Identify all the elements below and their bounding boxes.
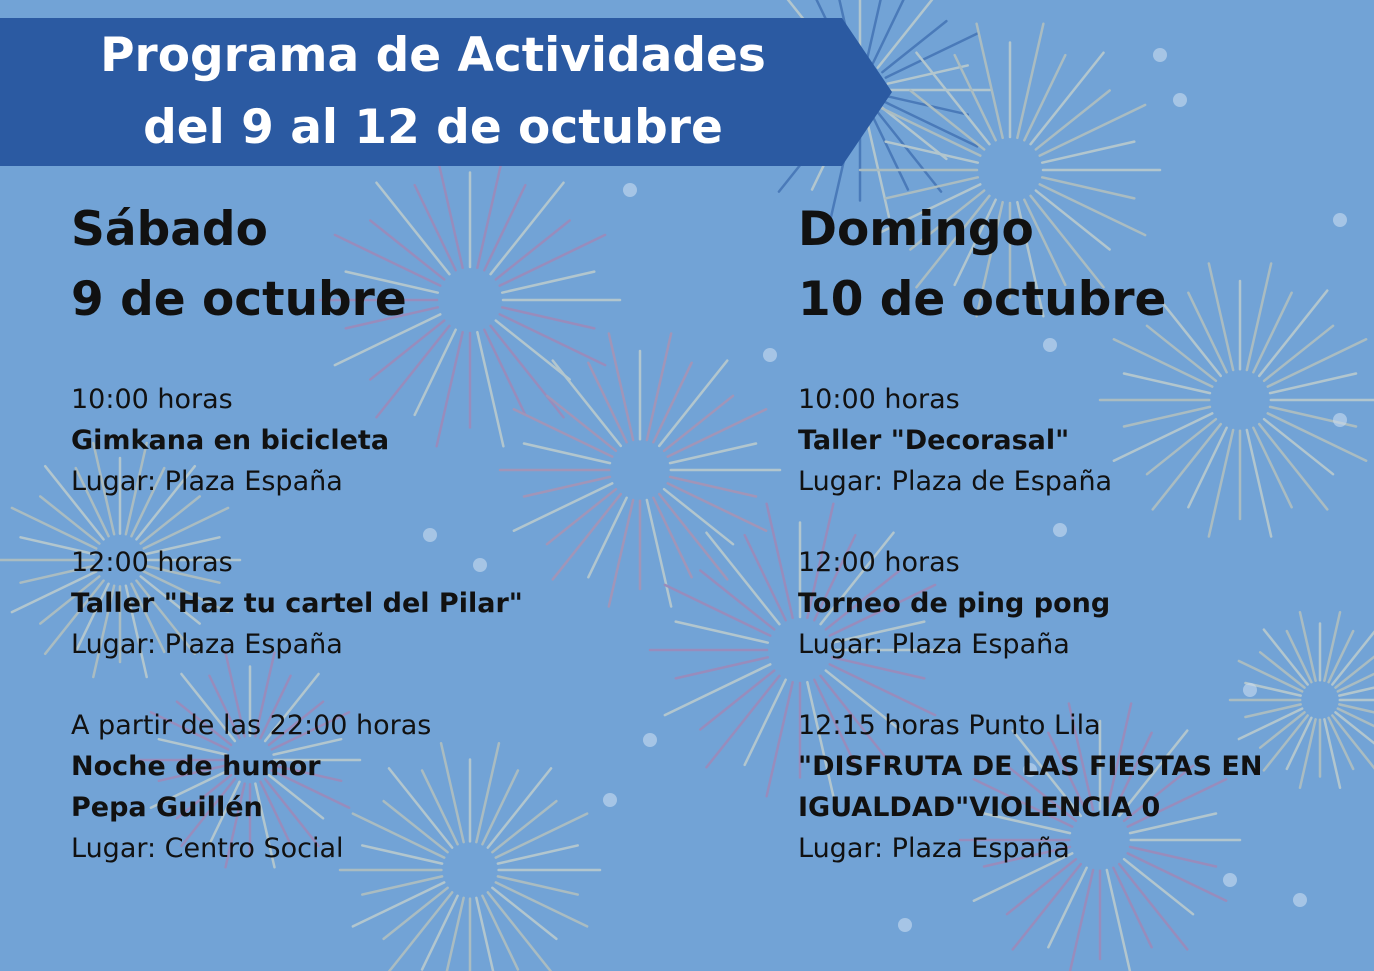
firework-ray	[1017, 24, 1043, 138]
event-title-line-2: IGUALDAD"VIOLENCIA 0	[798, 792, 1161, 823]
firework-ray	[977, 24, 1003, 138]
event-place: Lugar: Plaza España	[71, 466, 343, 497]
day-date: 9 de octubre	[71, 272, 407, 327]
sparkle-dot	[1173, 93, 1187, 107]
event-item	[71, 705, 711, 869]
event-time: 12:15 horas Punto Lila	[798, 710, 1101, 741]
day-heading	[798, 195, 1358, 335]
day-heading	[71, 195, 711, 335]
event-item	[798, 705, 1358, 869]
day-column-saturday	[71, 195, 711, 909]
sparkle-dot	[1153, 48, 1167, 62]
sparkle-dot	[898, 918, 912, 932]
title-line-2: del 9 al 12 de octubre	[143, 100, 723, 155]
event-place: Lugar: Plaza España	[798, 629, 1070, 660]
event-item	[71, 379, 711, 502]
title-banner	[0, 18, 892, 166]
event-place: Lugar: Centro Social	[71, 833, 344, 864]
event-list	[71, 379, 711, 869]
day-weekday: Sábado	[71, 202, 268, 257]
event-time: 12:00 horas	[71, 547, 233, 578]
firework-ray	[767, 504, 793, 618]
event-place: Lugar: Plaza España	[798, 833, 1070, 864]
event-title: Taller "Haz tu cartel del Pilar"	[71, 588, 523, 619]
event-title: "DISFRUTA DE LAS FIESTAS EN	[798, 751, 1263, 782]
event-item	[798, 379, 1358, 502]
event-item	[71, 542, 711, 665]
page-title	[0, 18, 866, 166]
event-place: Lugar: Plaza de España	[798, 466, 1113, 497]
event-time: 10:00 horas	[71, 384, 233, 415]
event-place: Lugar: Plaza España	[71, 629, 343, 660]
event-list	[798, 379, 1358, 869]
firework-ray	[886, 142, 978, 163]
event-time: A partir de las 22:00 horas	[71, 710, 432, 741]
event-title: Torneo de ping pong	[798, 588, 1111, 619]
event-title: Gimkana en bicicleta	[71, 425, 390, 456]
day-weekday: Domingo	[798, 202, 1034, 257]
event-title: Taller "Decorasal"	[798, 425, 1070, 456]
event-time: 12:00 horas	[798, 547, 960, 578]
event-title-line-2: Pepa Guillén	[71, 792, 263, 823]
day-column-sunday	[798, 195, 1358, 909]
event-title: Noche de humor	[71, 751, 321, 782]
day-date: 10 de octubre	[798, 272, 1167, 327]
title-line-1: Programa de Actividades	[100, 28, 766, 83]
sparkle-dot	[763, 348, 777, 362]
firework-ray	[767, 682, 793, 796]
event-time: 10:00 horas	[798, 384, 960, 415]
event-item	[798, 542, 1358, 665]
firework-ray	[1042, 142, 1134, 163]
